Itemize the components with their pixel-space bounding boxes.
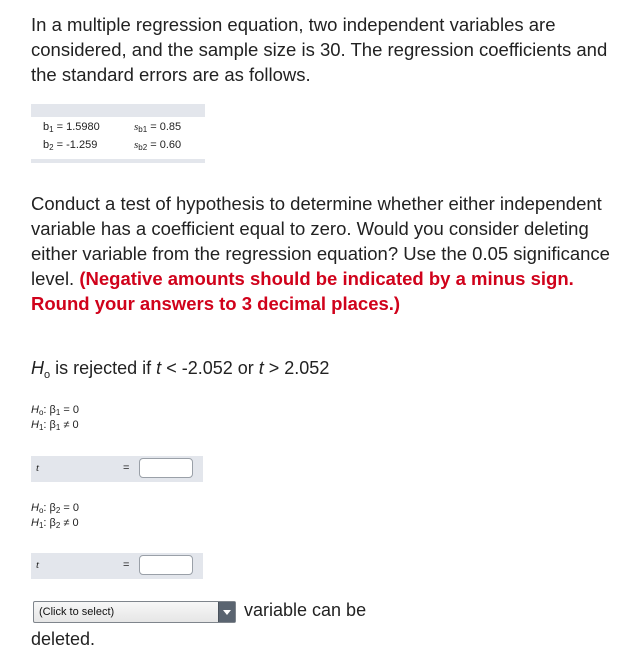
table-footer-band: [31, 159, 205, 163]
problem-intro: In a multiple regression equation, two independent variables are considered, and the sample size is 30. The regression coefficients and the standard errors are as follows.: [31, 14, 608, 85]
sb2-cell: $s_{b2} = 0.60$: [134, 139, 182, 152]
alt-hypothesis-2: $H_1$: $\beta_2 \ne 0$: [31, 517, 79, 530]
t-label: t: [36, 559, 40, 571]
coefficient-table: [31, 104, 205, 163]
select-label: (Click to select): [39, 606, 115, 618]
equals-sign: =: [123, 559, 130, 571]
t-stat-row-2: [31, 553, 203, 579]
t-label: t: [36, 462, 40, 474]
null-hypothesis-2: $H_o$: $\beta_2 = 0$: [31, 502, 79, 515]
answer-text-2: deleted.: [31, 629, 96, 649]
equals-sign: =: [123, 462, 130, 474]
t-stat-input-1[interactable]: [139, 458, 193, 478]
question-plain: Conduct a test of hypothesis to determine whether either independent variable has a coefficient equal to zero. Would you consider deleting either variable from the regression equation? Use the 0.05 significance level.: [31, 193, 610, 289]
question-emphasis: (Negative amounts should be indicated by a minus sign. Round your answers to 3 decimal places.): [31, 268, 574, 314]
chevron-down-icon[interactable]: [218, 602, 235, 622]
null-hypothesis-1: $H_o$: $\beta_1 = 0$: [31, 404, 79, 417]
hypotheses-1: [31, 404, 79, 434]
sb1-cell: $s_{b1} = 0.85$: [134, 121, 182, 134]
answer-text-1: variable can be: [244, 600, 367, 620]
variable-select[interactable]: [33, 601, 236, 623]
question-text: [31, 191, 623, 316]
alt-hypothesis-1: $H_1$: $\beta_1 \ne 0$: [31, 419, 79, 432]
t-stat-input-2[interactable]: [139, 555, 193, 575]
b2-cell: $b_2 = -1.259$: [43, 139, 98, 152]
table-header-band: [31, 104, 205, 117]
rejection-rule: $H_o$ is rejected if t < -2.052 or t > 2.052: [31, 358, 330, 381]
b1-cell: $b_1 = 1.5980$: [43, 121, 100, 134]
hypotheses-2: [31, 502, 79, 532]
t-stat-row-1: [31, 456, 203, 482]
